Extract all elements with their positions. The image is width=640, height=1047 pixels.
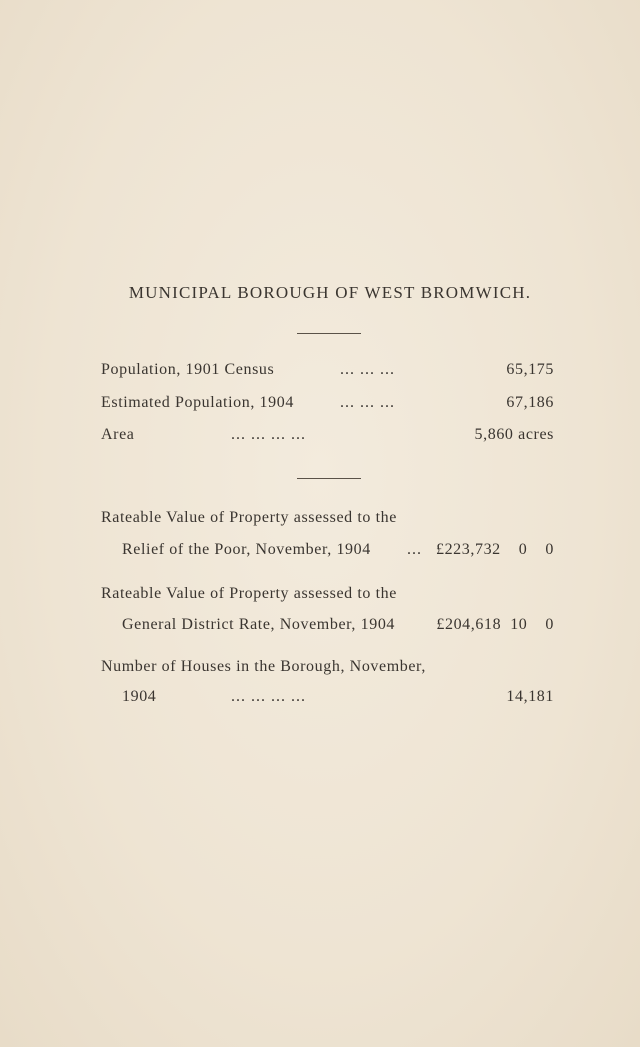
estimated-population-label: Estimated Population, 1904: [101, 394, 294, 411]
estimated-population-dots: ... ... ...: [340, 394, 395, 411]
houses-line1: Number of Houses in the Borough, November,: [101, 658, 426, 675]
rateable-poor-pence: 0: [545, 541, 554, 558]
houses-line2: 1904: [122, 688, 157, 705]
rateable-district-value: [436, 616, 554, 634]
houses-value: 14,181: [506, 688, 554, 705]
rateable-district-shillings: 10: [510, 616, 528, 633]
rateable-district-line2: General District Rate, November, 1904: [122, 616, 396, 633]
population-label: Population, 1901 Census: [101, 361, 275, 378]
rateable-poor-line2: Relief of the Poor, November, 1904: [122, 541, 371, 558]
rateable-district-pence: 0: [545, 616, 554, 633]
rateable-poor-line1: Rateable Value of Property assessed to the: [101, 509, 397, 526]
area-dots: ... ... ... ...: [231, 426, 306, 443]
rateable-poor-dots: ...: [407, 541, 422, 558]
divider-top: [297, 333, 361, 334]
population-value: 65,175: [506, 361, 554, 378]
houses-dots: ... ... ... ...: [231, 688, 306, 705]
divider-middle: [297, 478, 361, 479]
area-value: 5,860 acres: [474, 426, 554, 443]
rateable-district-pounds: £204,618: [436, 616, 502, 633]
page-title: MUNICIPAL BOROUGH OF WEST BROMWICH.: [128, 283, 532, 302]
estimated-population-value: 67,186: [506, 394, 554, 411]
area-label: Area: [101, 426, 135, 443]
rateable-poor-pounds: £223,732: [435, 541, 501, 558]
rateable-poor-shillings: 0: [518, 541, 528, 558]
rateable-district-line1: Rateable Value of Property assessed to the: [101, 585, 397, 602]
population-dots: ... ... ...: [340, 361, 395, 378]
rateable-poor-value: [436, 541, 554, 559]
